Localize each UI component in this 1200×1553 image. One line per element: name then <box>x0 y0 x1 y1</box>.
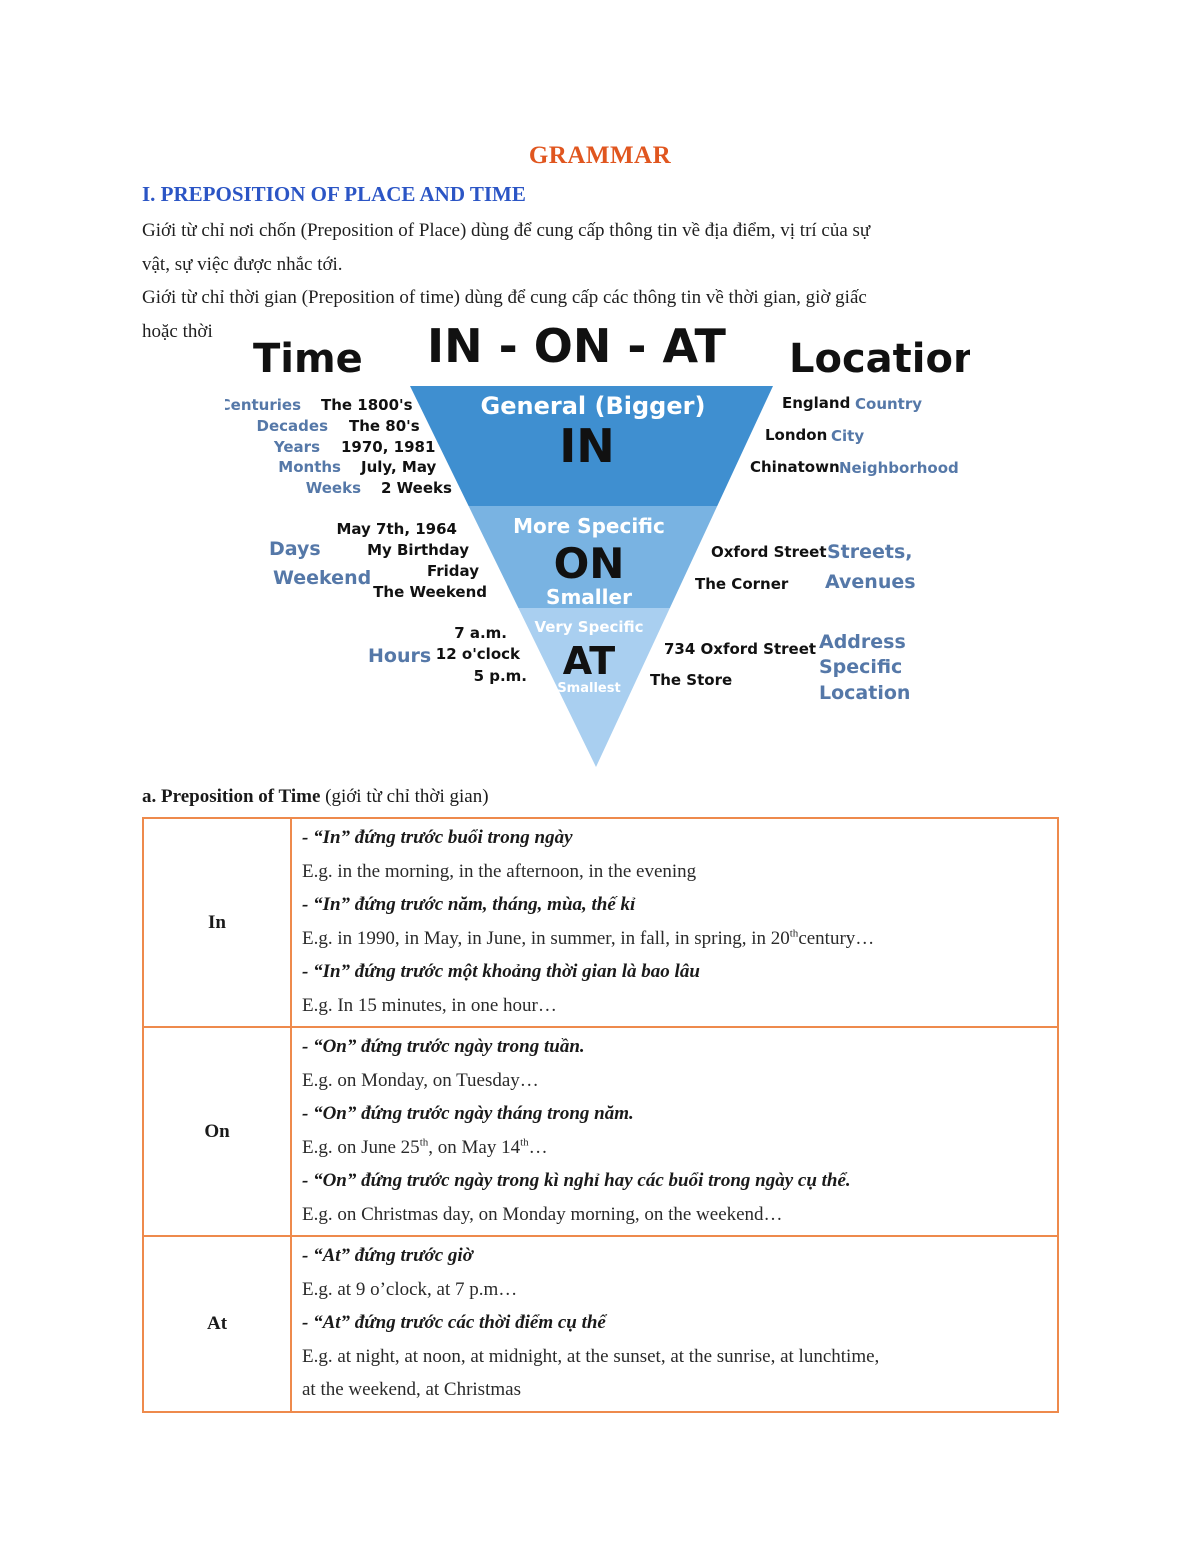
tier-on-top-label: More Specific <box>513 514 665 538</box>
place-in-example: London <box>765 426 828 444</box>
example-line: E.g. In 15 minutes, in one hour… <box>302 994 557 1016</box>
tier-on-bottom-label: Smaller <box>546 585 632 609</box>
time-at-example: 12 o'clock <box>435 645 520 663</box>
intro-time-line-2: hoặc thời <box>142 321 213 342</box>
time-on-example: May 7th, 1964 <box>336 520 457 538</box>
place-on-example: The Corner <box>695 575 789 593</box>
ordinal-suffix: th <box>520 1136 529 1149</box>
rule-line: - “In” đứng trước buổi trong ngày <box>302 827 573 848</box>
time-in-example: The 1800's <box>321 396 413 414</box>
example-line: E.g. on Monday, on Tuesday… <box>302 1069 539 1091</box>
tier-on-word: ON <box>553 539 625 588</box>
place-at-category: Location <box>819 682 911 704</box>
table-row <box>143 1027 1058 1236</box>
time-in-example: July, May <box>361 458 437 476</box>
example-text-after: century… <box>798 927 875 949</box>
table-row <box>143 1236 1058 1412</box>
rule-line: - “On” đứng trước ngày trong tuần. <box>302 1036 585 1057</box>
place-at-example: The Store <box>650 671 733 689</box>
intro-place-line-1: Giới từ chỉ nơi chốn (Preposition of Place) dùng để cung cấp thông tin về địa điểm, vị trí của sự <box>142 220 871 241</box>
time-in-category: Months <box>278 458 341 476</box>
rule-line: - “On” đứng trước ngày tháng trong năm. <box>302 1103 634 1124</box>
example-line: E.g. on Christmas day, on Monday morning, on the weekend… <box>302 1203 783 1225</box>
time-at-example: 7 a.m. <box>454 624 507 642</box>
time-in-example: 1970, 1981 <box>341 438 436 456</box>
section-heading: I. PREPOSITION OF PLACE AND TIME <box>142 182 526 206</box>
time-in-category: Years <box>273 438 320 456</box>
intro-place-line-2: vật, sự việc được nhắc tới. <box>142 254 343 275</box>
page-title: GRAMMAR <box>528 142 672 169</box>
infographic-time-title: Time <box>253 336 363 382</box>
example-line <box>302 1131 1049 1165</box>
time-at-example: 5 p.m. <box>473 667 527 685</box>
place-on-category: Streets, <box>827 541 913 563</box>
time-on-example: The Weekend <box>373 583 487 601</box>
example-line: E.g. at 9 o’clock, at 7 p.m… <box>302 1278 518 1300</box>
rule-line: - “At” đứng trước giờ <box>302 1245 473 1266</box>
place-at-category: Specific <box>819 656 903 678</box>
time-in-category: Weeks <box>305 479 361 497</box>
table-row-label: On <box>143 1027 291 1236</box>
place-at-example: 734 Oxford Street <box>664 640 817 658</box>
example-text: E.g. in 1990, in May, in June, in summer, in fall, in spring, in 20 <box>302 927 790 949</box>
table-row-body <box>291 1027 1058 1236</box>
subsection-heading-normal: (giới từ chỉ thời gian) <box>320 786 489 807</box>
time-at-category: Hours <box>368 645 432 667</box>
intro-time-line-1: Giới từ chỉ thời gian (Preposition of time) dùng để cung cấp các thông tin về thời gian, giờ giấc <box>142 287 867 308</box>
subsection-heading-bold: a. Preposition of Time <box>142 786 321 807</box>
rule-line: - “On” đứng trước ngày trong kì nghỉ hay các buổi trong ngày cụ thể. <box>302 1170 851 1191</box>
time-on-category: Weekend <box>273 567 372 589</box>
place-at-category: Address <box>819 631 906 653</box>
time-on-example: Friday <box>426 562 479 580</box>
ordinal-suffix: th <box>419 1136 429 1149</box>
place-on-category: Avenues <box>825 571 916 593</box>
time-on-category: Days <box>269 538 321 560</box>
table-row-body <box>291 1236 1058 1412</box>
example-text-after: , on May 14 <box>428 1136 521 1158</box>
in-on-at-infographic <box>225 312 970 767</box>
tier-at-top-label: Very Specific <box>534 618 644 636</box>
infographic-location-title: Location <box>789 336 970 382</box>
infographic-center-title: IN - ON - AT <box>427 319 726 373</box>
place-in-category: Country <box>855 395 923 413</box>
tier-at-word: AT <box>562 639 616 683</box>
place-in-category: Neighborhood <box>839 459 959 477</box>
tier-at-bottom-label: Smallest <box>557 681 621 696</box>
table-row <box>143 818 1058 1027</box>
table-row-label: At <box>143 1236 291 1412</box>
time-in-category: Decades <box>256 417 328 435</box>
example-text-after: … <box>528 1136 548 1158</box>
subsection-heading <box>142 786 489 808</box>
rule-line: - “In” đứng trước năm, tháng, mùa, thế kỉ <box>302 894 636 915</box>
tier-in-word: IN <box>559 419 615 473</box>
preposition-time-table <box>142 817 1059 1413</box>
example-line: E.g. at night, at noon, at midnight, at the sunset, at the sunrise, at lunchtime, <box>302 1345 880 1367</box>
place-in-example: Chinatown <box>750 458 840 476</box>
table-row-label: In <box>143 818 291 1027</box>
example-line <box>302 922 1049 956</box>
time-in-example: 2 Weeks <box>381 479 452 497</box>
table-row-body <box>291 818 1058 1027</box>
place-in-example: England <box>782 394 851 412</box>
time-in-example: The 80's <box>349 417 420 435</box>
time-in-category: Centuries <box>225 396 301 414</box>
rule-line: - “At” đứng trước các thời điểm cụ thể <box>302 1312 606 1333</box>
ordinal-suffix: th <box>789 927 799 940</box>
time-on-example: My Birthday <box>367 541 469 559</box>
example-text: E.g. on June 25 <box>302 1136 420 1158</box>
rule-line: - “In” đứng trước một khoảng thời gian là bao lâu <box>302 961 700 982</box>
tier-in-top-label: General (Bigger) <box>480 392 706 420</box>
place-on-example: Oxford Street <box>711 543 827 561</box>
example-line: E.g. in the morning, in the afternoon, in the evening <box>302 860 697 882</box>
example-line: at the weekend, at Christmas <box>302 1379 521 1400</box>
place-in-category: City <box>831 427 865 445</box>
